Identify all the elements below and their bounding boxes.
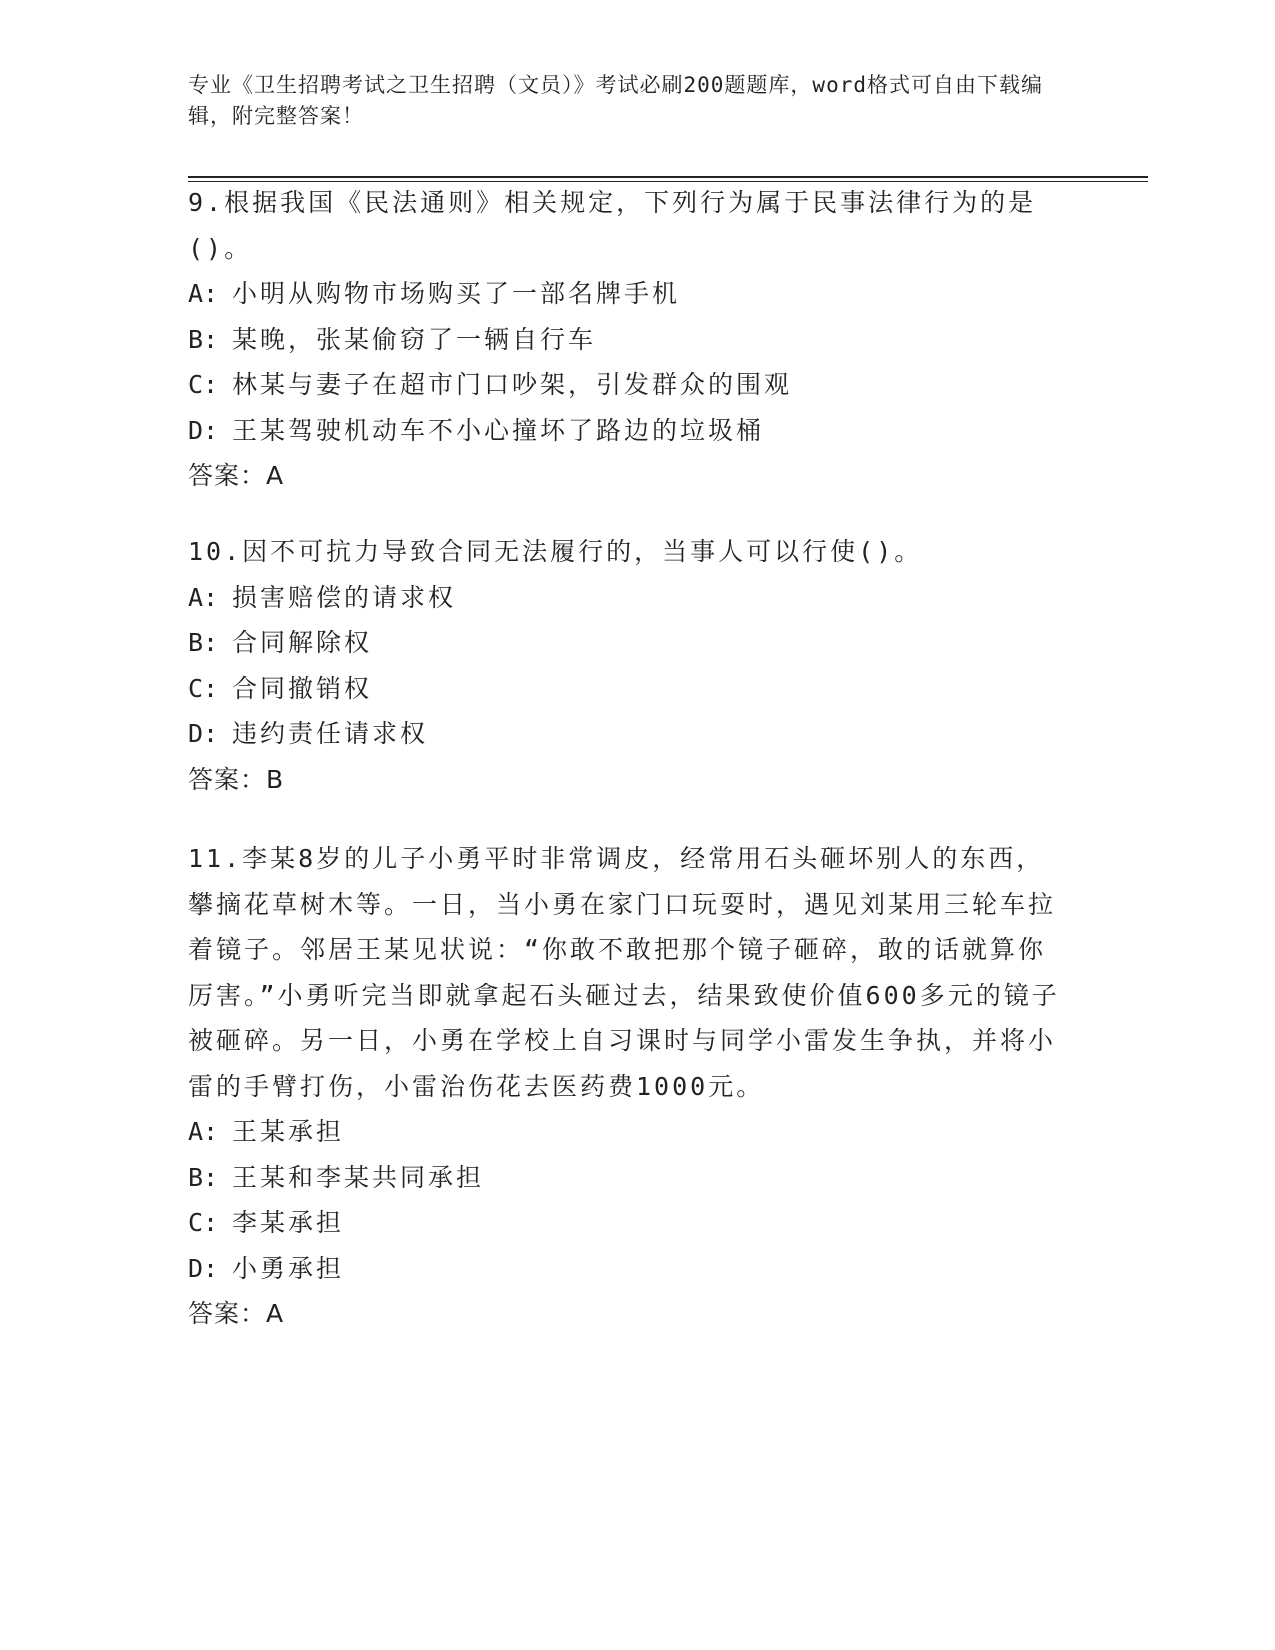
- option-b: [188, 317, 1068, 363]
- option-text: 小勇承担: [232, 1253, 345, 1283]
- option-text: 小明从购物市场购买了一部名牌手机: [232, 279, 681, 308]
- option-letter: D:: [188, 1253, 219, 1283]
- option-text: 损害赔偿的请求权: [232, 582, 457, 612]
- option-letter: A:: [188, 582, 219, 612]
- document-intro: 专业《卫生招聘考试之卫生招聘（文员）》考试必刷200题题库，word格式可自由下载编辑，附完整答案！: [188, 73, 1043, 128]
- option-text: 合同解除权: [232, 628, 373, 657]
- option-letter: B:: [188, 1162, 219, 1192]
- option-letter: C:: [188, 673, 219, 703]
- answer: 答案：A: [188, 461, 285, 490]
- option-c: [188, 1200, 1068, 1246]
- option-letter: B:: [188, 324, 219, 354]
- option-letter: A:: [188, 1117, 219, 1146]
- option-a: [188, 271, 1068, 317]
- answer: 答案：A: [188, 1299, 285, 1328]
- option-text: 违约责任请求权: [232, 719, 429, 748]
- option-text: 李某承担: [232, 1208, 345, 1237]
- answer: 答案：B: [188, 764, 285, 794]
- option-letter: C:: [188, 370, 219, 399]
- question-9: [188, 180, 1068, 499]
- question-10: [188, 529, 1068, 802]
- option-text: 王某驾驶机动车不小心撞坏了路边的垃圾桶: [232, 415, 765, 445]
- option-text: 王某和李某共同承担: [232, 1162, 485, 1192]
- option-d: [188, 408, 1068, 454]
- option-letter: B:: [188, 628, 219, 657]
- option-d: [188, 1246, 1068, 1292]
- header-divider-thick: [188, 176, 1148, 178]
- option-c: [188, 362, 1068, 408]
- question-11: [188, 836, 1068, 1337]
- option-text: 林某与妻子在超市门口吵架，引发群众的围观: [232, 370, 793, 399]
- option-a: [188, 575, 1068, 621]
- option-letter: A:: [188, 279, 219, 308]
- option-text: 王某承担: [232, 1117, 345, 1146]
- option-letter: C:: [188, 1208, 219, 1237]
- option-letter: D:: [188, 719, 219, 748]
- option-b: [188, 620, 1068, 666]
- option-letter: D:: [188, 415, 219, 445]
- option-b: [188, 1155, 1068, 1201]
- question-stem: 11.李某8岁的儿子小勇平时非常调皮，经常用石头砸坏别人的东西，攀摘花草树木等。一日，当小勇在家门口玩耍时，遇见刘某用三轮车拉着镜子。邻居王某见状说：“你敢不敢把那个镜子砸碎，敢的话就算你厉害。”小勇听完当即就拿起石头砸过去，结果致使价值600多元的镜子被砸碎。另一日，小勇在学校上自习课时与同学小雷发生争执，并将小雷的手臂打伤，小雷治伤花去医药费1000元。: [188, 844, 1060, 1101]
- option-c: [188, 666, 1068, 712]
- option-a: [188, 1109, 1068, 1155]
- option-text: 某晚，张某偷窃了一辆自行车: [232, 324, 597, 354]
- question-stem: 10.因不可抗力导致合同无法履行的，当事人可以行使()。: [188, 537, 923, 566]
- option-d: [188, 711, 1068, 757]
- option-text: 合同撤销权: [232, 673, 373, 703]
- question-stem: 9.根据我国《民法通则》相关规定，下列行为属于民事法律行为的是()。: [188, 188, 1037, 263]
